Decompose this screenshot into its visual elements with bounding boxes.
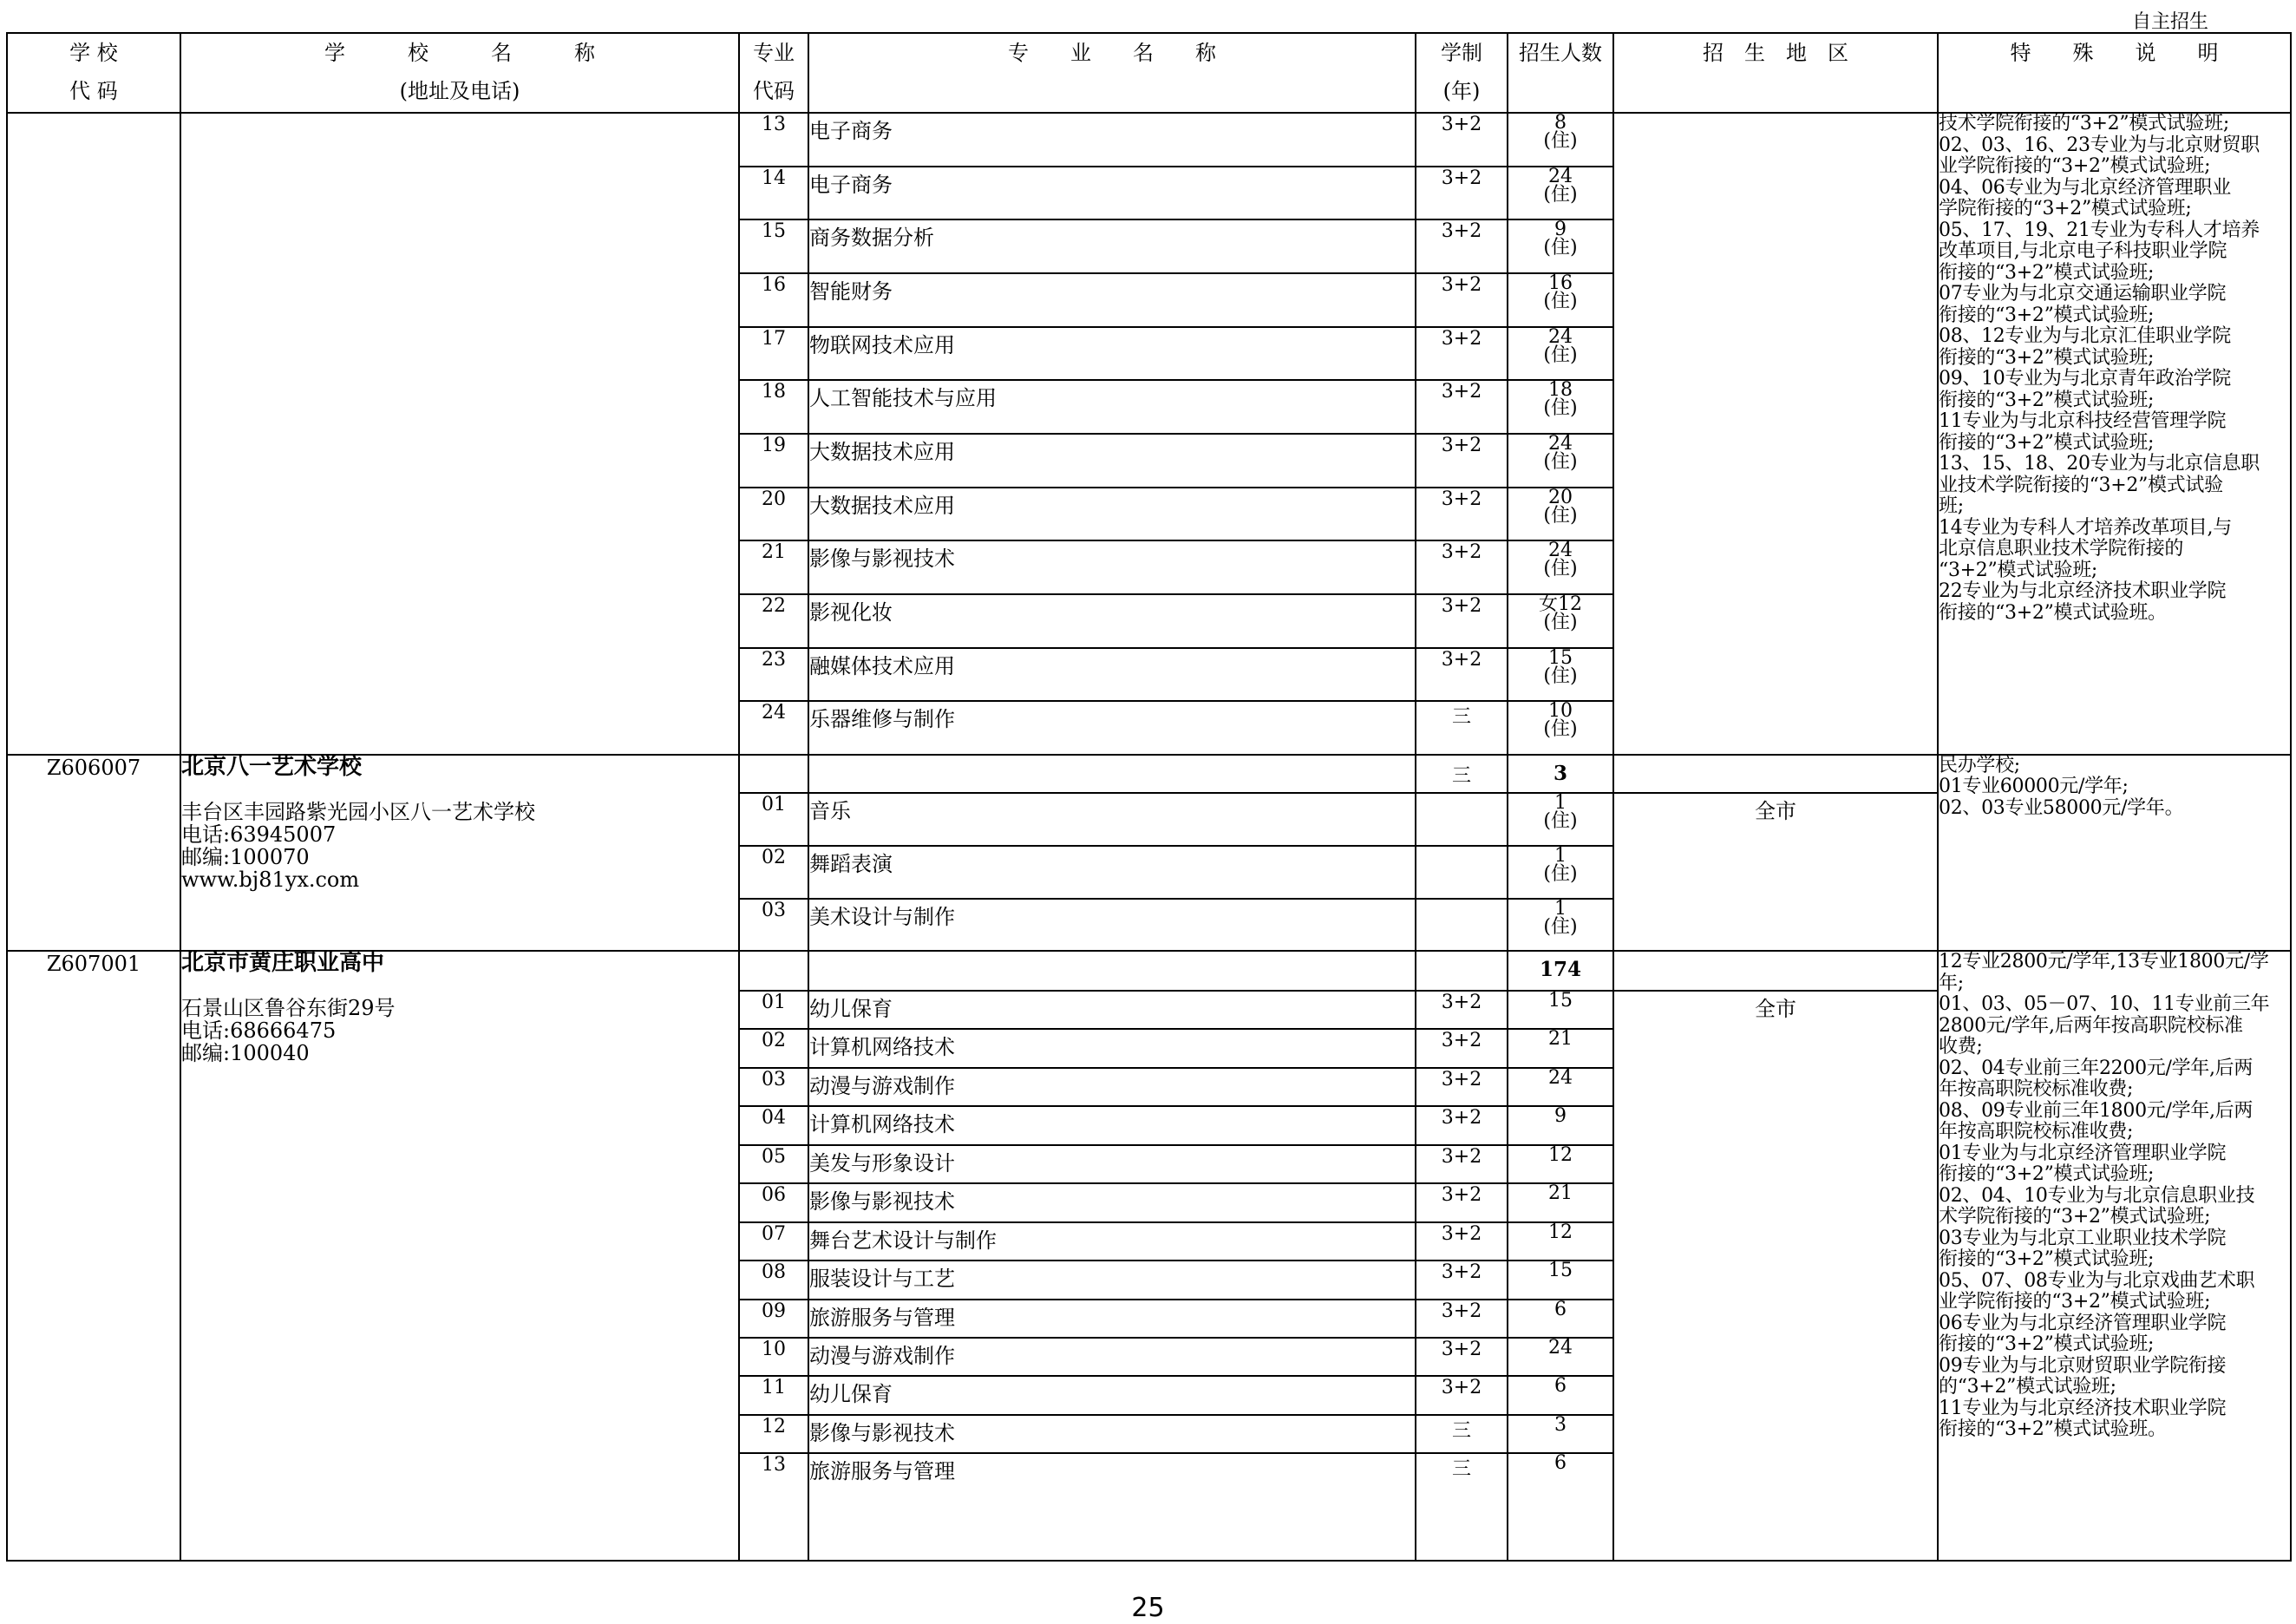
note-line: “3+2”模式试验班;	[1939, 559, 2098, 581]
count-value: 8	[1554, 112, 1567, 134]
major-code: 03	[739, 1068, 808, 1106]
count-value: 24	[1548, 165, 1573, 187]
enrollment-count	[1508, 1338, 1613, 1376]
region-cell	[1613, 951, 1938, 990]
count-value: 15	[1548, 1260, 1573, 1282]
note-line: 2800元/学年,后两年按高职院校标准	[1939, 1014, 2243, 1037]
major-name: 影像与影视技术	[808, 540, 1416, 594]
major-name: 动漫与游戏制作	[808, 1068, 1416, 1106]
header-school-code: 学 校 代 码	[7, 33, 180, 113]
note-line: 收费;	[1939, 1036, 1983, 1058]
note-line: 年;	[1939, 972, 1964, 994]
boarding-note: (住)	[1543, 130, 1578, 152]
school-total-row	[7, 755, 2291, 793]
boarding-note: (住)	[1543, 237, 1578, 259]
major-code: 04	[739, 1106, 808, 1144]
note-line: 衔接的“3+2”模式试验班。	[1939, 1418, 2167, 1441]
note-line: 北京信息职业技术学院衔接的	[1939, 538, 2184, 560]
major-name: 物联网技术应用	[808, 327, 1416, 381]
boarding-note: (住)	[1543, 558, 1578, 580]
duration: 三	[1416, 1415, 1508, 1453]
major-code: 07	[739, 1222, 808, 1261]
major-name: 幼儿保育	[808, 1376, 1416, 1414]
total-enrollment: 3	[1508, 755, 1613, 793]
school-code: Z607001	[7, 951, 180, 1561]
major-name: 旅游服务与管理	[808, 1453, 1416, 1561]
note-line: 业技术学院衔接的“3+2”模式试验	[1939, 474, 2223, 496]
major-name: 计算机网络技术	[808, 1029, 1416, 1067]
note-line: 01专业60000元/学年;	[1939, 776, 2129, 798]
major-code: 01	[739, 991, 808, 1029]
note-line: 05、17、19、21专业为专科人才培养	[1939, 219, 2260, 241]
enrollment-count	[1508, 1376, 1613, 1414]
note-line: 衔接的“3+2”模式试验班;	[1939, 1333, 2155, 1356]
duration: 3+2	[1416, 488, 1508, 541]
major-code: 02	[739, 846, 808, 899]
header-major-name: 专 业 名 称	[808, 33, 1416, 113]
total-duration: 三	[1416, 755, 1508, 793]
enrollment-count	[1508, 540, 1613, 594]
duration: 3+2	[1416, 991, 1508, 1029]
enrollment-count	[1508, 648, 1613, 702]
count-value: 6	[1554, 1452, 1567, 1475]
total-enrollment: 174	[1508, 951, 1613, 990]
boarding-note: (住)	[1543, 290, 1578, 312]
school-info	[180, 951, 739, 1561]
note-line: 02、03、16、23专业为与北京财贸职	[1939, 134, 2260, 156]
major-name: 美发与形象设计	[808, 1145, 1416, 1183]
note-line: 05、07、08专业为与北京戏曲艺术职	[1939, 1269, 2255, 1292]
note-line: 12专业2800元/学年,13专业1800元/学	[1939, 951, 2269, 973]
major-code: 11	[739, 1376, 808, 1414]
enrollment-count	[1508, 219, 1613, 273]
duration	[1416, 793, 1508, 846]
note-line: 04、06专业为与北京经济管理职业	[1939, 176, 2231, 199]
major-name: 电子商务	[808, 167, 1416, 220]
enrollment-count	[1508, 899, 1613, 952]
duration: 3+2	[1416, 1145, 1508, 1183]
major-code: 24	[739, 701, 808, 755]
count-value: 1	[1554, 844, 1567, 867]
note-line: 改革项目,与北京电子科技职业学院	[1939, 240, 2227, 262]
count-value: 6	[1554, 1298, 1567, 1320]
count-value: 9	[1554, 1105, 1567, 1128]
count-value: 16	[1548, 272, 1573, 294]
count-value: 24	[1548, 325, 1573, 348]
header-duration: 学制 (年)	[1416, 33, 1508, 113]
enrollment-count	[1508, 1068, 1613, 1106]
note-line: 09专业为与北京财贸职业学院衔接	[1939, 1354, 2227, 1377]
count-value: 3	[1554, 1413, 1567, 1436]
count-value: 9	[1554, 219, 1567, 241]
boarding-note: (住)	[1543, 611, 1578, 633]
region-cell	[1613, 755, 1938, 793]
major-name: 音乐	[808, 793, 1416, 846]
enrollment-count	[1508, 701, 1613, 755]
school-address-line: 丰台区丰园路紫光园小区八一艺术学校	[181, 799, 535, 824]
enrollment-count	[1508, 327, 1613, 381]
count-value: 24	[1548, 540, 1573, 562]
major-code: 09	[739, 1300, 808, 1338]
major-code: 08	[739, 1261, 808, 1299]
header-major-code: 专业 代码	[739, 33, 808, 113]
enrollment-count	[1508, 273, 1613, 327]
note-line: 01、03、05－07、10、11专业前三年	[1939, 993, 2270, 1016]
header-row	[7, 33, 2291, 113]
note-line: 衔接的“3+2”模式试验班;	[1939, 431, 2155, 454]
boarding-note: (住)	[1543, 450, 1578, 473]
duration: 3+2	[1416, 1261, 1508, 1299]
note-line: 02、04、10专业为与北京信息职业技	[1939, 1184, 2255, 1207]
note-line: 14专业为专科人才培养改革项目,与	[1939, 516, 2232, 539]
school-address-line: 邮编:100040	[181, 1041, 310, 1066]
duration: 3+2	[1416, 1106, 1508, 1144]
count-value: 1	[1554, 792, 1567, 815]
note-line: 08、09专业前三年1800元/学年,后两	[1939, 1099, 2253, 1122]
count-value: 21	[1548, 1028, 1573, 1051]
major-name: 影视化妆	[808, 594, 1416, 648]
note-line: 衔接的“3+2”模式试验班;	[1939, 261, 2155, 284]
count-value: 1	[1554, 897, 1567, 920]
enrollment-count	[1508, 1415, 1613, 1453]
duration: 3+2	[1416, 594, 1508, 648]
table-row	[7, 113, 2291, 167]
major-code: 10	[739, 1338, 808, 1376]
count-value: 12	[1548, 1143, 1573, 1166]
note-line: 年按高职院校标准收费;	[1939, 1121, 2134, 1143]
duration	[1416, 846, 1508, 899]
enrollment-count	[1508, 1145, 1613, 1183]
note-line: 学院衔接的“3+2”模式试验班;	[1939, 198, 2192, 219]
region-cell	[1613, 113, 1938, 755]
major-code: 23	[739, 648, 808, 702]
major-code: 18	[739, 380, 808, 434]
boarding-note: (住)	[1543, 344, 1578, 366]
count-value: 24	[1548, 1336, 1573, 1359]
note-line: 02、04专业前三年2200元/学年,后两	[1939, 1057, 2253, 1079]
note-line: 业学院衔接的“3+2”模式试验班;	[1939, 1291, 2211, 1313]
school-address-line: 石景山区鲁谷东街29号	[181, 996, 396, 1021]
count-value: 6	[1554, 1375, 1567, 1398]
special-notes	[1938, 113, 2291, 755]
major-code: 02	[739, 1029, 808, 1067]
enrollment-count	[1508, 113, 1613, 167]
boarding-note: (住)	[1543, 862, 1578, 885]
boarding-note: (住)	[1543, 718, 1578, 741]
major-code: 16	[739, 273, 808, 327]
top-note: 自主招生	[2132, 11, 2209, 33]
major-code: 22	[739, 594, 808, 648]
duration: 3+2	[1416, 219, 1508, 273]
school-address-line: 电话:63945007	[181, 822, 337, 847]
note-line: 术学院衔接的“3+2”模式试验班;	[1939, 1206, 2211, 1228]
school-total-row	[7, 951, 2291, 990]
count-value: 12	[1548, 1221, 1573, 1243]
count-value: 女12	[1539, 593, 1582, 615]
major-name: 人工智能技术与应用	[808, 380, 1416, 434]
note-line: 11专业为与北京科技经营管理学院	[1939, 410, 2227, 432]
note-line: 衔接的“3+2”模式试验班;	[1939, 389, 2155, 411]
major-name: 影像与影视技术	[808, 1415, 1416, 1453]
note-line: 衔接的“3+2”模式试验班;	[1939, 304, 2155, 326]
major-name	[808, 755, 1416, 793]
major-code: 05	[739, 1145, 808, 1183]
major-code: 13	[739, 113, 808, 167]
note-line: 技术学院衔接的“3+2”模式试验班;	[1939, 113, 2229, 134]
page-number: 25	[1131, 1593, 1165, 1623]
major-code: 21	[739, 540, 808, 594]
note-line: 06专业为与北京经济管理职业学院	[1939, 1312, 2227, 1334]
header-region: 招 生 地 区	[1613, 33, 1938, 113]
count-value: 10	[1548, 700, 1573, 723]
major-name: 智能财务	[808, 273, 1416, 327]
enrollment-count	[1508, 1106, 1613, 1144]
duration: 3+2	[1416, 434, 1508, 488]
note-line: 01专业为与北京经济管理职业学院	[1939, 1142, 2227, 1164]
major-name: 融媒体技术应用	[808, 648, 1416, 702]
school-code	[7, 113, 180, 755]
school-address-line: 电话:68666475	[181, 1018, 337, 1044]
major-code: 13	[739, 1453, 808, 1561]
duration: 3+2	[1416, 1300, 1508, 1338]
major-code: 17	[739, 327, 808, 381]
school-address-line: 邮编:100070	[181, 844, 310, 869]
note-line: 衔接的“3+2”模式试验班。	[1939, 601, 2167, 624]
duration: 3+2	[1416, 540, 1508, 594]
school-name: 北京八一艺术学校	[181, 753, 363, 780]
total-duration	[1416, 951, 1508, 990]
count-value: 20	[1548, 486, 1573, 508]
enrollment-count	[1508, 1029, 1613, 1067]
major-name: 旅游服务与管理	[808, 1300, 1416, 1338]
note-line: 07专业为与北京交通运输职业学院	[1939, 283, 2227, 304]
school-name: 北京市黄庄职业高中	[181, 950, 385, 977]
enrollment-count	[1508, 991, 1613, 1029]
major-name: 乐器维修与制作	[808, 701, 1416, 755]
duration: 3+2	[1416, 1068, 1508, 1106]
count-value: 15	[1548, 646, 1573, 669]
major-name	[808, 951, 1416, 990]
enrollment-count	[1508, 380, 1613, 434]
special-notes	[1938, 951, 2291, 1561]
major-code: 06	[739, 1183, 808, 1221]
duration: 3+2	[1416, 167, 1508, 220]
region-cell: 全市	[1613, 793, 1938, 951]
major-name: 影像与影视技术	[808, 1183, 1416, 1221]
boarding-note: (住)	[1543, 183, 1578, 206]
duration: 3+2	[1416, 273, 1508, 327]
special-notes	[1938, 755, 2291, 951]
enrollment-count	[1508, 434, 1613, 488]
note-line: 22专业为与北京经济技术职业学院	[1939, 580, 2227, 602]
school-code: Z606007	[7, 755, 180, 951]
school-address-line: www.bj81yx.com	[181, 867, 360, 892]
note-line: 班;	[1939, 495, 1964, 517]
duration: 三	[1416, 701, 1508, 755]
major-code: 03	[739, 899, 808, 952]
major-name: 大数据技术应用	[808, 434, 1416, 488]
boarding-note: (住)	[1543, 397, 1578, 420]
duration: 三	[1416, 1453, 1508, 1561]
note-line: 的“3+2”模式试验班;	[1939, 1376, 2116, 1398]
note-line: 09、10专业为与北京青年政治学院	[1939, 368, 2231, 390]
enrollment-count	[1508, 167, 1613, 220]
duration: 3+2	[1416, 1029, 1508, 1067]
enrollment-count	[1508, 1300, 1613, 1338]
header-notes: 特 殊 说 明	[1938, 33, 2291, 113]
major-code: 14	[739, 167, 808, 220]
school-info	[180, 755, 739, 951]
count-value: 21	[1548, 1182, 1573, 1205]
duration: 3+2	[1416, 648, 1508, 702]
enrollment-count	[1508, 1261, 1613, 1299]
note-line: 年按高职院校标准收费;	[1939, 1078, 2134, 1101]
enrollment-count	[1508, 1183, 1613, 1221]
enrollment-count	[1508, 793, 1613, 846]
major-name: 大数据技术应用	[808, 488, 1416, 541]
major-name: 动漫与游戏制作	[808, 1338, 1416, 1376]
duration: 3+2	[1416, 1183, 1508, 1221]
major-name: 计算机网络技术	[808, 1106, 1416, 1144]
note-line: 民办学校;	[1939, 754, 2020, 776]
major-name: 舞蹈表演	[808, 846, 1416, 899]
enrollment-table	[6, 32, 2292, 1562]
count-value: 24	[1548, 1066, 1573, 1089]
major-code: 01	[739, 793, 808, 846]
note-line: 02、03专业58000元/学年。	[1939, 796, 2184, 819]
major-code: 15	[739, 219, 808, 273]
boarding-note: (住)	[1543, 665, 1578, 687]
boarding-note: (住)	[1543, 810, 1578, 833]
note-line: 11专业为与北京经济技术职业学院	[1939, 1397, 2227, 1419]
major-name: 美术设计与制作	[808, 899, 1416, 952]
major-name: 舞台艺术设计与制作	[808, 1222, 1416, 1261]
note-line: 13、15、18、20专业为与北京信息职	[1939, 453, 2260, 475]
note-line: 衔接的“3+2”模式试验班;	[1939, 1248, 2155, 1271]
count-value: 24	[1548, 432, 1573, 455]
duration: 3+2	[1416, 113, 1508, 167]
boarding-note: (住)	[1543, 915, 1578, 938]
count-value: 18	[1548, 379, 1573, 402]
major-code: 19	[739, 434, 808, 488]
school-info	[180, 113, 739, 755]
duration: 3+2	[1416, 1222, 1508, 1261]
major-name: 幼儿保育	[808, 991, 1416, 1029]
major-code	[739, 755, 808, 793]
note-line: 衔接的“3+2”模式试验班;	[1939, 346, 2155, 369]
header-school-name: 学 校 名 称 (地址及电话)	[180, 33, 739, 113]
duration: 3+2	[1416, 327, 1508, 381]
duration: 3+2	[1416, 380, 1508, 434]
duration: 3+2	[1416, 1376, 1508, 1414]
note-line: 业学院衔接的“3+2”模式试验班;	[1939, 155, 2211, 177]
boarding-note: (住)	[1543, 504, 1578, 527]
header-enrollment: 招生人数	[1508, 33, 1613, 113]
enrollment-count	[1508, 488, 1613, 541]
note-line: 衔接的“3+2”模式试验班;	[1939, 1163, 2155, 1186]
note-line: 08、12专业为与北京汇佳职业学院	[1939, 325, 2231, 347]
note-line: 03专业为与北京工业职业技术学院	[1939, 1227, 2227, 1249]
major-code: 20	[739, 488, 808, 541]
duration	[1416, 899, 1508, 952]
enrollment-count	[1508, 1453, 1613, 1561]
duration: 3+2	[1416, 1338, 1508, 1376]
major-code	[739, 951, 808, 990]
count-value: 15	[1548, 989, 1573, 1012]
region-cell: 全市	[1613, 991, 1938, 1561]
enrollment-count	[1508, 594, 1613, 648]
major-code: 12	[739, 1415, 808, 1453]
enrollment-count	[1508, 1222, 1613, 1261]
major-name: 服装设计与工艺	[808, 1261, 1416, 1299]
major-name: 电子商务	[808, 113, 1416, 167]
enrollment-count	[1508, 846, 1613, 899]
major-name: 商务数据分析	[808, 219, 1416, 273]
